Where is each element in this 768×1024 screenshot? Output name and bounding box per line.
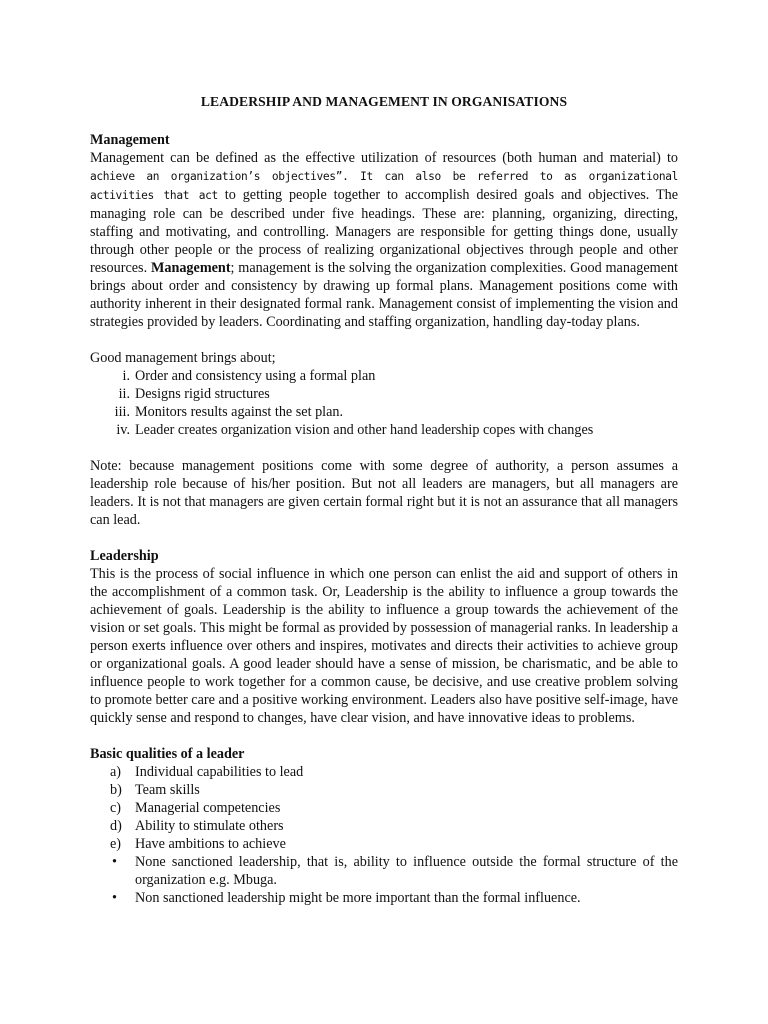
list-item: c) Managerial competencies: [110, 800, 281, 816]
list-item: iv. Leader creates organization vision and other hand leadership copes with changes: [116, 422, 594, 438]
document-content: [90, 93, 678, 907]
list-item: e) Have ambitions to achieve: [110, 836, 286, 852]
management-heading: Management: [90, 132, 170, 148]
management-text-part-2: achieve an organization’s objectives”. It can also be referred to as organizational activities that act: [90, 170, 678, 202]
management-paragraph: [90, 149, 678, 331]
good-management-intro: Good management brings about;: [90, 350, 276, 366]
list-item: b) Team skills: [110, 782, 200, 798]
list-item: iii. Monitors results against the set plan.: [114, 404, 344, 420]
list-item: d) Ability to stimulate others: [110, 818, 284, 834]
bullet-item: • Non sanctioned leadership might be more important than the formal influence.: [112, 890, 581, 906]
qualities-heading: Basic qualities of a leader: [90, 746, 245, 762]
bullet-icon: •: [112, 890, 117, 906]
qualities-list: [90, 763, 678, 853]
management-text-part-4: ; management is the solving the organization complexities. Good management brings about order and consistency by drawing up formal plans. Management positions come with authority inherent in their designated formal rank. Management consist of implementing the vision and strategies provided by leaders. Coordinating and staffing organization, handling day-today plans.: [90, 260, 678, 330]
list-item: a) Individual capabilities to lead: [110, 764, 304, 780]
list-item: ii. Designs rigid structures: [118, 386, 270, 402]
leadership-heading: Leadership: [90, 548, 159, 564]
list-item: i. Order and consistency using a formal plan: [122, 368, 376, 384]
bullet-item: • None sanctioned leadership, that is, ability to influence outside the formal structure of the organization e.g. Mbuga.: [112, 854, 678, 888]
management-text-part-1: Management can be defined as the effective utilization of resources (both human and material) to: [90, 150, 678, 166]
good-management-list: [90, 367, 678, 439]
qualities-bullets: [90, 853, 678, 907]
document-title: LEADERSHIP AND MANAGEMENT IN ORGANISATIONS: [200, 94, 568, 109]
management-bold-term: Management: [150, 260, 231, 276]
note-paragraph: Note: because management positions come with some degree of authority, a person assumes a leadership role because of his/her position. But not all leaders are managers, but all managers are leaders. It is not that managers are given certain formal right but it is not an assurance that all managers can lead.: [90, 458, 678, 528]
management-text-part-3: to getting people together to accomplish desired goals and objectives. The managing role can be described under five headings. These are: planning, organizing, directing, staffing and motivating, and controlling. Managers are responsible for getting things done, usually through other people or the process of realizing organizational objectives through people and other resources.: [90, 187, 679, 276]
bullet-icon: •: [112, 854, 117, 870]
leadership-paragraph: This is the process of social influence in which one person can enlist the aid and support of others in the accomplishment of a common task. Or, Leadership is the ability to influence a group towards the achievement of goals. Leadership is the ability to influence a group towards the achievement of the vision or set goals. This might be formal as provided by possession of managerial ranks. In leadership a person exerts influence over others and inspires, motivates and directs their activities to achieve group or organizational goals. A good leader should have a sense of mission, be charismatic, and be able to influence people to work together for a common cause, be decisive, and use creative problem solving to promote better care and a positive working environment. Leaders also have positive self-image, have quickly sense and respond to changes, have clear vision, and have innovative ideas to problems.: [90, 566, 679, 726]
